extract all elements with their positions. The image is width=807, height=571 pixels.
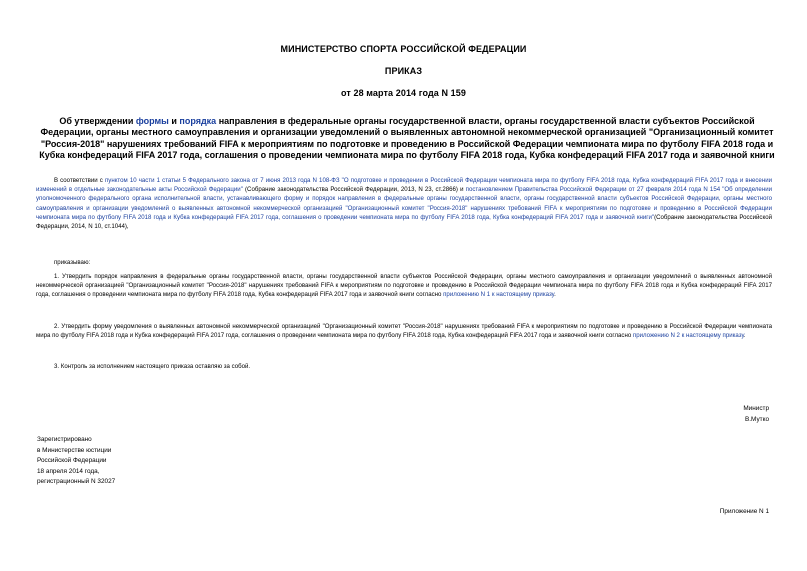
- item-2-text: 2. Утвердить форму уведомления о выявленных автономной некоммерческой организацией "Организационный комитет "Россия-2018" нарушениях требований FIFA к мероприятиям по подготовке и проведению в Российской Федерации чемпионата мира по футболу FIFA 2018 года и Кубка конфедераций FIFA 2017 года, соглашения о проведении чемпионата мира по футболу FIFA 2018 года, Кубка конфедераций FIFA 2017 года и заявочной книги согласно: [36, 323, 772, 340]
- government-decree-link[interactable]: постановлением Правительства Российской Федерации от 27 февраля 2014 года N 154 "Об определении уполномоченного федерального органа исполнительной власти, устанавливающего форму и порядок направления в федеральные органы государственной власти, органы государственной власти субъектов Российской Федерации, органы местного самоуправления и организации уведомлений о выявленных автономной некоммерческой организацией "Организационный комитет "Россия-2018" нарушениях требований FIFA к мероприятиям по подготовке и проведению в Российской Федерации чемпионата мира по футболу FIFA 2018 года и Кубка конфедераций FIFA 2017 года, соглашения о проведении чемпионата мира по футболу FIFA 2018 года, Кубка конфедераций FIFA 2017 года и заявочной книги": [36, 186, 772, 221]
- item-1-end: .: [554, 291, 556, 299]
- registration-line: Зарегистрировано: [37, 436, 92, 443]
- preamble-paragraph: [36, 176, 772, 231]
- signature-block: [743, 404, 769, 425]
- signature-position: Министр: [743, 405, 769, 412]
- title-text-and: и: [168, 116, 180, 126]
- order-item-1: [36, 272, 772, 300]
- doc-type-heading: ПРИКАЗ: [384, 66, 423, 76]
- signature-name: В.Мутко: [745, 415, 769, 423]
- preamble-text-2: (Собрание законодательства Российской Федерации, 2013, N 23, ст.2866) и: [242, 186, 466, 194]
- document-title: [34, 116, 780, 161]
- appendix-1-link[interactable]: приложению N 1 к настоящему приказу: [443, 291, 555, 299]
- order-item-3: [36, 362, 772, 371]
- registration-line: 18 апреля 2014 года,: [37, 467, 100, 475]
- preamble-text-1: В соответствии с: [54, 177, 105, 184]
- ministry-heading: МИНИСТЕРСТВО СПОРТА РОССИЙСКОЙ ФЕДЕРАЦИИ: [280, 44, 527, 54]
- federal-law-link[interactable]: пунктом 10 части 1 статьи 5 Федерального закона от 7 июня 2013 года N 108-ФЗ "О подготовке и проведении в Российской Федерации чемпионата мира по футболу FIFA 2018 года, Кубка конфедераций FIFA 2017 года и внесении изменений в отдельные законодательные акты Российской Федерации": [36, 177, 772, 194]
- registration-line: в Министерстве юстиции: [37, 446, 112, 454]
- appendix-label: Приложение N 1: [719, 508, 769, 515]
- order-word: приказываю:: [54, 259, 91, 266]
- registration-line: Российской Федерации: [37, 457, 107, 464]
- item-2-end: .: [743, 332, 746, 340]
- item-1-text: 1. Утвердить порядок направления в федеральные органы государственной власти, органы государственной власти субъектов Российской Федерации, органы местного самоуправления и организации уведомлений о выявленных автономной некоммерческой организацией "Организационный комитет "Россия-2018" нарушениях требований FIFA к мероприятиям по подготовке и проведению в Российской Федерации чемпионата мира по футболу FIFA 2018 года и Кубка конфедераций FIFA 2017 года, соглашения о проведении чемпионата мира по футболу FIFA 2018 года, Кубка конфедераций FIFA 2017 года и заявочной книги согласно: [36, 273, 772, 299]
- preamble-text-3: (Собрание законодательства Российской Федерации, 2014, N 10, ст.1044),: [36, 213, 772, 231]
- item-3-text: 3. Контроль за исполнением настоящего приказа оставляю за собой.: [54, 363, 251, 370]
- order-item-2: [36, 322, 772, 340]
- title-text-rest: направления в федеральные органы государственной власти, органы государственной власти субъектов Российской Федерации, органы местного самоуправления и организации уведомлений о выявленных автономной некоммерческой организацией "Организационный комитет "Россия-2018" нарушениях требований FIFA к мероприятиям по подготовке и проведению в Российской Федерации чемпионата мира по футболу FIFA 2018 года и Кубка конфедераций FIFA 2017 года, соглашения о проведении чемпионата мира по футболу FIFA 2018 года, Кубка конфедераций FIFA 2017 года и заявочной книги: [39, 116, 775, 160]
- title-link-procedure[interactable]: порядка: [179, 116, 217, 126]
- appendix-2-link[interactable]: приложению N 2 к настоящему приказу: [632, 332, 744, 340]
- title-link-form[interactable]: формы: [135, 116, 169, 126]
- registration-line: регистрационный N 32027: [37, 478, 116, 485]
- registration-block: [37, 435, 115, 488]
- title-text-start: Об утверждении: [59, 116, 136, 126]
- date-line: от 28 марта 2014 года N 159: [341, 88, 466, 98]
